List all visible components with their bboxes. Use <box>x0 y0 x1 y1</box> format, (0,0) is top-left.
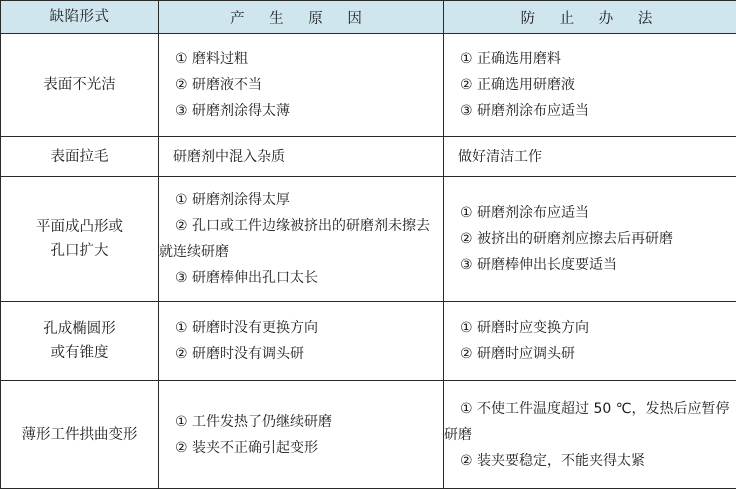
defect-label: 或有锥度 <box>50 345 109 361</box>
prevention-cell <box>444 381 736 489</box>
cause-item: ① 工件发热了仍继续研磨 <box>175 413 333 430</box>
prevention-item: ① 研磨剂涂布应适当 <box>460 205 590 221</box>
defect-cell <box>1 34 159 137</box>
prevention-item: ③ 研磨棒伸出长度要适当 <box>460 257 618 273</box>
cause-item: 研磨剂中混入杂质 <box>173 148 285 165</box>
prevention-item: ② 正确选用研磨液 <box>460 77 576 93</box>
defect-label: 表面不光洁 <box>43 77 116 93</box>
causes-cell <box>159 302 444 381</box>
defect-cell <box>1 302 159 381</box>
prevention-item: ① 正确选用磨料 <box>460 51 562 67</box>
prevention-cell <box>444 137 736 177</box>
cause-item: ② 研磨时没有调头研 <box>175 346 305 362</box>
defect-cell <box>1 381 159 489</box>
defect-cell <box>1 137 159 177</box>
prevention-cell <box>444 177 736 302</box>
header-row <box>1 1 736 34</box>
header-defect-type: 缺陷形式 <box>1 1 159 34</box>
cause-item: ② 研磨液不当 <box>175 77 263 93</box>
causes-cell <box>159 34 444 137</box>
prevention-cell <box>444 302 736 381</box>
prevention-item: ① 不使工件温度超过 50 ℃，发热后应暂停研磨 <box>444 400 730 443</box>
header-causes: 产 生 原 因 <box>159 1 444 34</box>
defect-label: 孔成椭圆形 <box>43 321 116 337</box>
causes-cell <box>159 177 444 302</box>
defect-label: 平面成凸形或 <box>36 219 123 235</box>
table-row <box>1 302 736 381</box>
causes-cell <box>159 381 444 489</box>
header-prevention: 防 止 办 法 <box>444 1 736 34</box>
prevention-item: ② 装夹要稳定，不能夹得太紧 <box>460 452 646 469</box>
prevention-cell <box>444 34 736 137</box>
defect-label: 孔口扩大 <box>50 243 109 259</box>
defect-cell <box>1 177 159 302</box>
prevention-item: ② 研磨时应调头研 <box>460 346 576 362</box>
prevention-item: ③ 研磨剂涂布应适当 <box>460 103 590 119</box>
defect-label: 表面拉毛 <box>50 148 109 165</box>
causes-cell <box>159 137 444 177</box>
cause-item: ① 磨料过粗 <box>175 51 249 67</box>
prevention-item: 做好清洁工作 <box>458 148 542 165</box>
prevention-item: ① 研磨时应变换方向 <box>460 320 590 336</box>
table-row <box>1 137 736 177</box>
cause-item: ① 研磨时没有更换方向 <box>175 320 319 336</box>
prevention-item: ② 被挤出的研磨剂应擦去后再研磨 <box>460 231 674 247</box>
table-row <box>1 381 736 489</box>
cause-item: ② 装夹不正确引起变形 <box>175 439 319 456</box>
cause-item: ② 孔口或工件边缘被挤出的研磨剂未擦去就连续研磨 <box>159 218 430 260</box>
cause-item: ③ 研磨剂涂得太薄 <box>175 103 291 119</box>
table-row <box>1 34 736 137</box>
defect-label: 薄形工件拱曲变形 <box>21 426 138 443</box>
table-row <box>1 177 736 302</box>
cause-item: ① 研磨剂涂得太厚 <box>175 192 291 208</box>
cause-item: ③ 研磨棒伸出孔口太长 <box>175 270 319 286</box>
